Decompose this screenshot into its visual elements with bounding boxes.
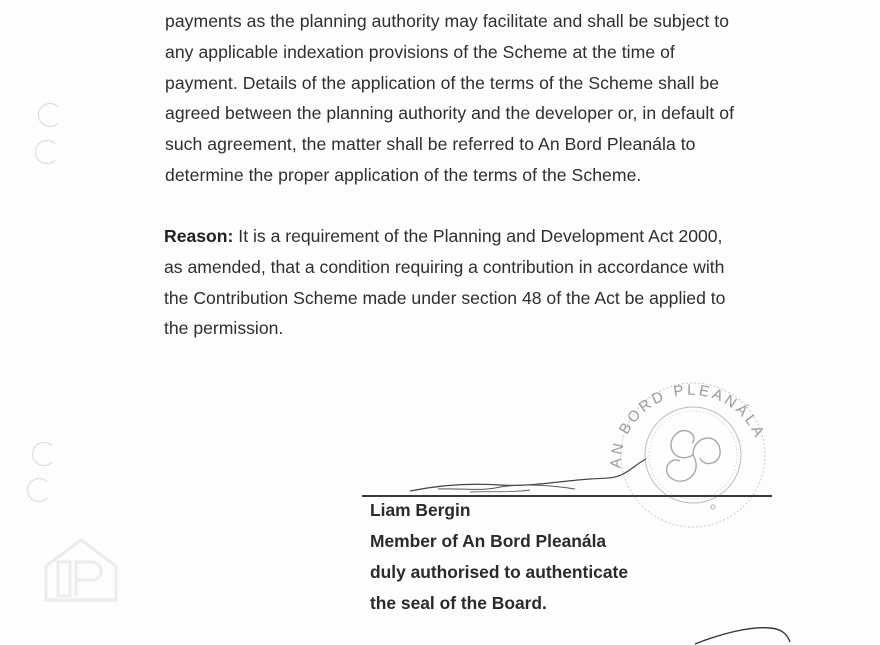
seal-emblem-icon [667, 431, 721, 482]
condition-line: such agreement, the matter shall be referred to An Bord Pleanála to [165, 134, 696, 155]
reason-line: It is a requirement of the Planning and Development Act 2000, [233, 226, 723, 246]
reason-line: the permission. [164, 318, 284, 339]
condition-paragraph [165, 6, 755, 191]
reason-paragraph [164, 221, 764, 344]
condition-line: any applicable indexation provisions of the Scheme at the time of [165, 41, 675, 62]
reason-line: as amended, that a condition requiring a contribution in accordance with [164, 256, 725, 277]
board-seal [600, 360, 790, 535]
signatory-seal-line: the seal of the Board. [370, 593, 547, 613]
condition-line: determine the proper application of the terms of the Scheme. [165, 164, 642, 185]
reason-line: the Contribution Scheme made under section 48 of the Act be applied to [164, 287, 726, 308]
condition-line: agreed between the planning authority and the developer or, in default of [165, 103, 735, 124]
seal-text-span: AN BORD PLEANÁLA [607, 381, 769, 469]
punch-hole-bottom-2 [27, 478, 51, 502]
signatory-authority: duly authorised to authenticate [370, 562, 628, 582]
bottom-signature-stroke [690, 620, 800, 645]
reason-line-first [164, 221, 764, 252]
condition-line: payment. Details of the application of the terms of the Scheme shall be [165, 72, 720, 93]
signatory-role: Member of An Bord Pleanála [370, 531, 607, 551]
signatory-block [370, 495, 628, 619]
punch-hole-bottom-1 [32, 442, 56, 466]
condition-line: payments as the planning authority may facilitate and shall be subject to [165, 11, 730, 31]
reason-label: Reason: [164, 226, 234, 246]
punch-hole-top-1 [38, 103, 62, 127]
signatory-name: Liam Bergin [370, 500, 471, 520]
watermark-logo-icon [42, 536, 120, 602]
punch-hole-top-2 [35, 140, 59, 164]
